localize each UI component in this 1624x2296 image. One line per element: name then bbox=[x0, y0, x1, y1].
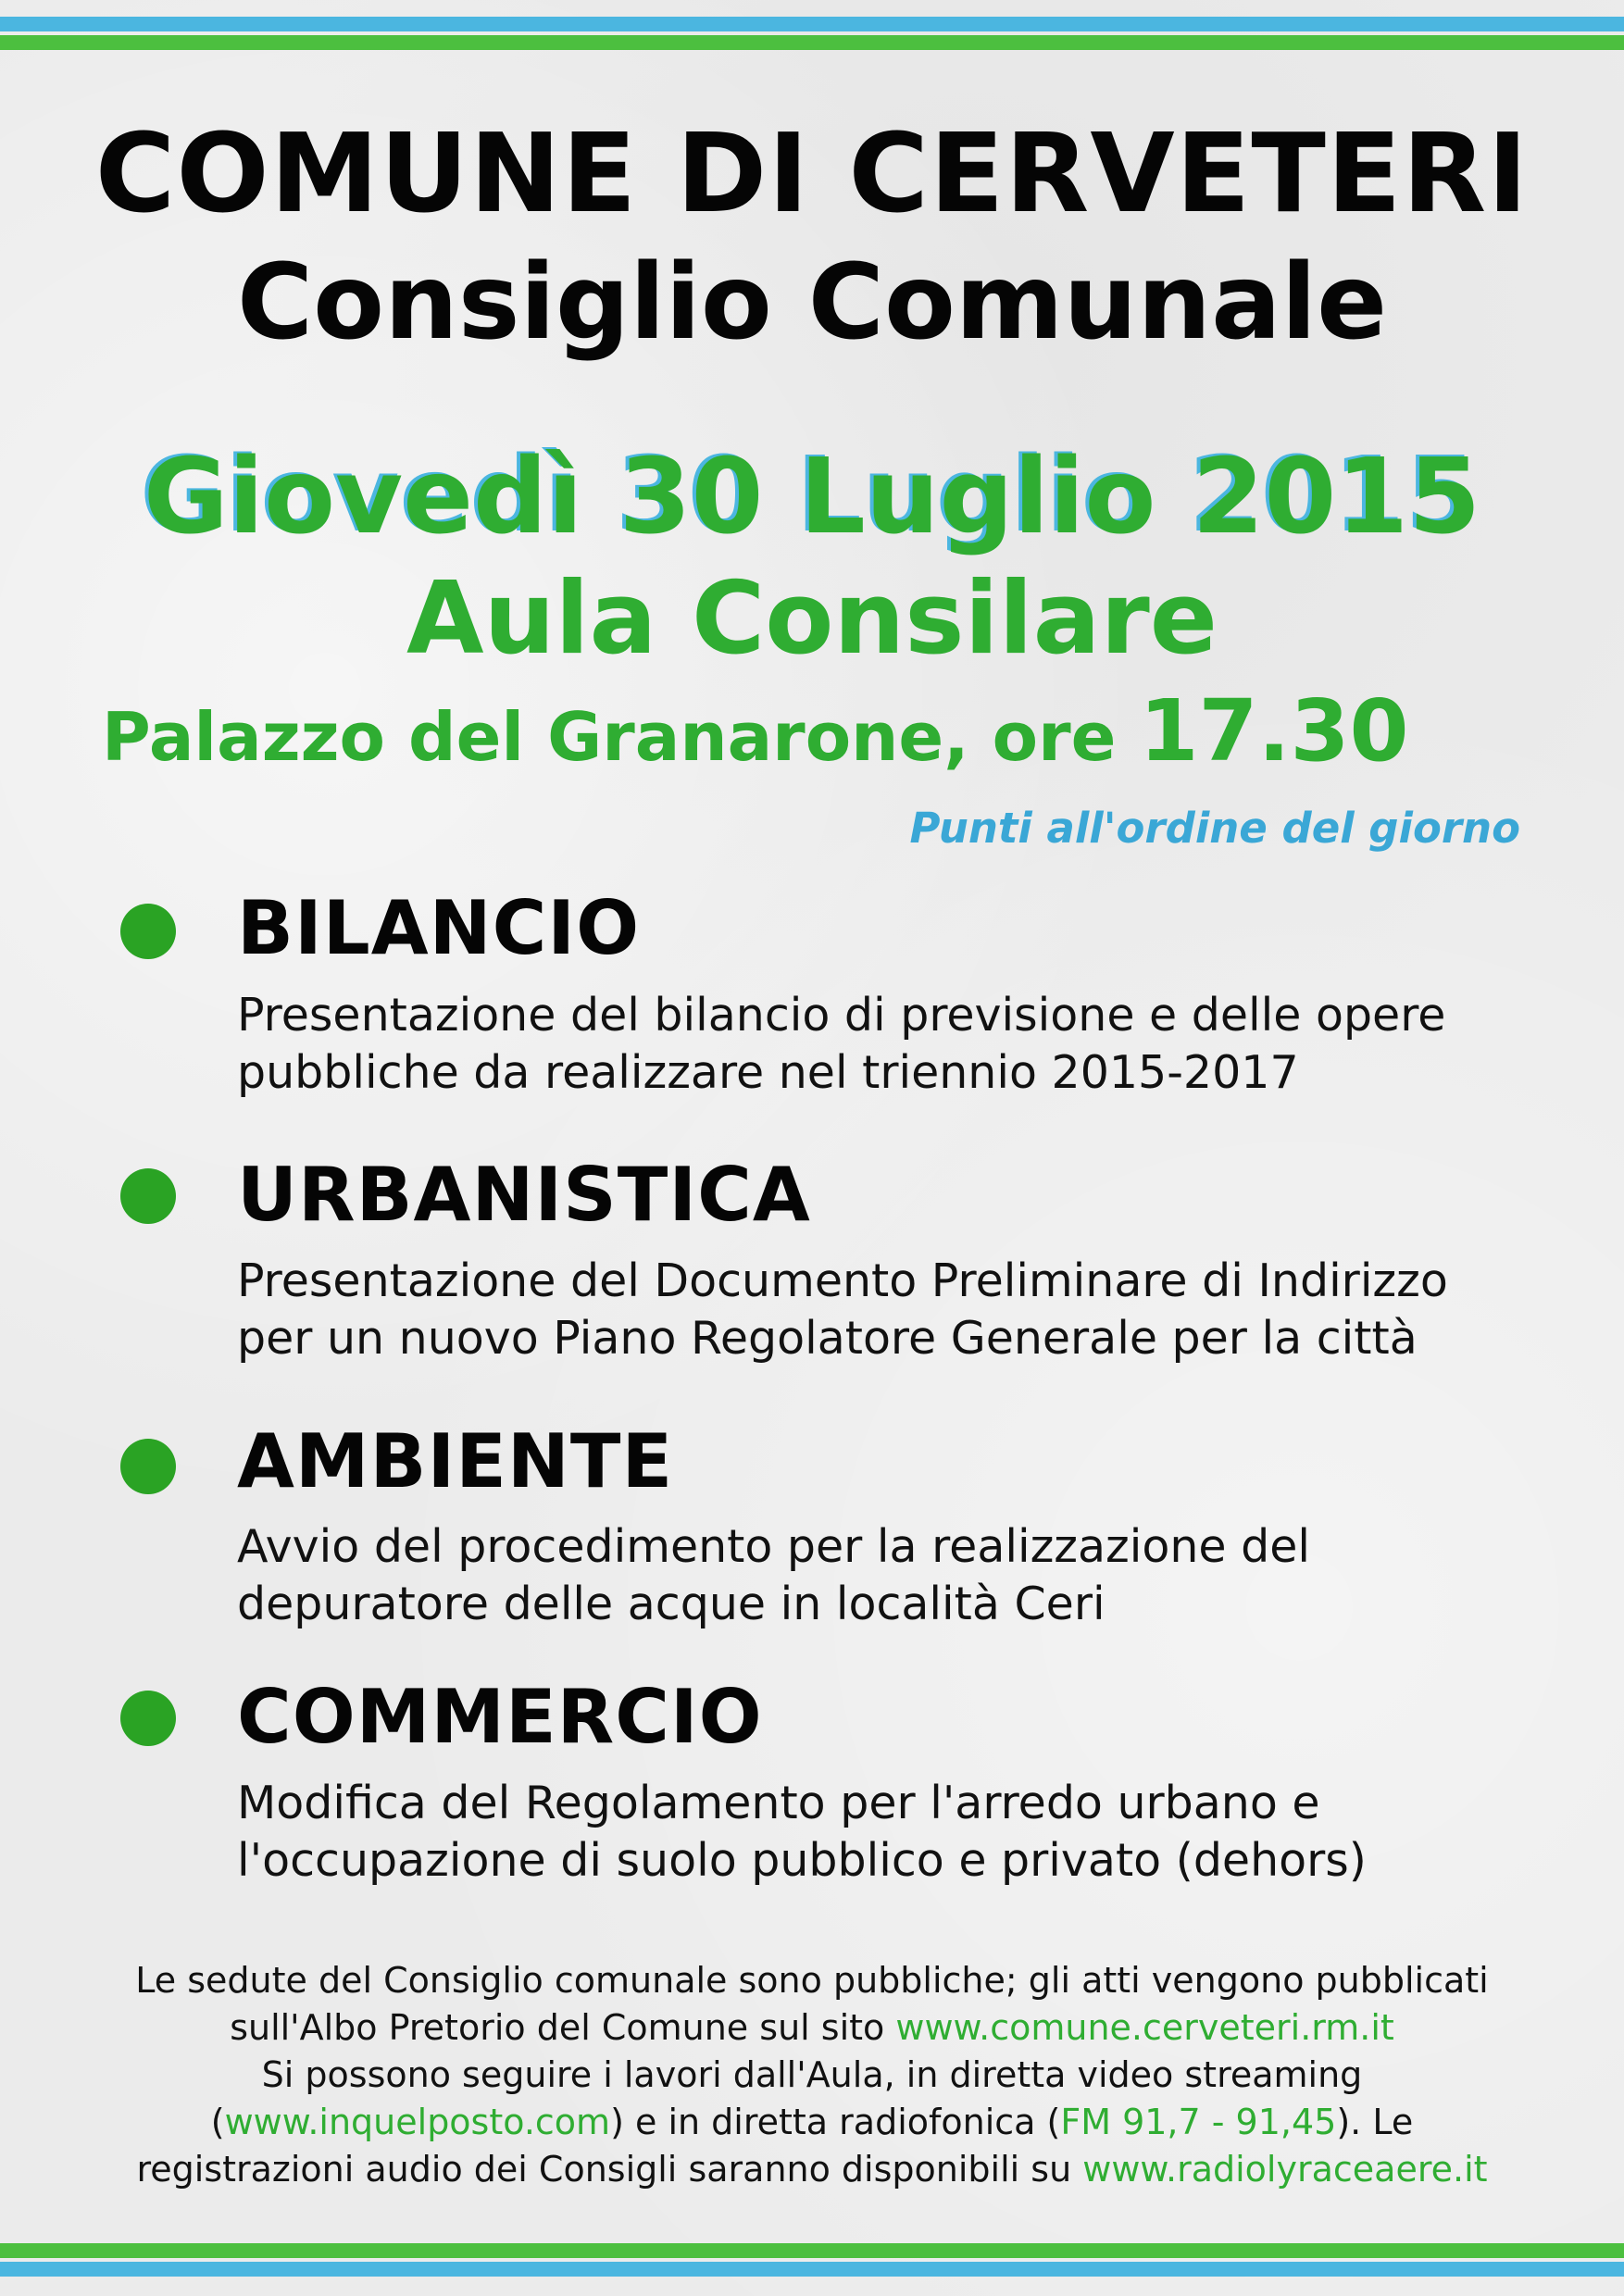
agenda-item-desc-line: Avvio del procedimento per la realizzazione del bbox=[237, 1520, 1310, 1573]
footer-line bbox=[0, 2146, 1624, 2193]
radio-frequency: FM 91,7 - 91,45 bbox=[1060, 2102, 1337, 2142]
footer-line bbox=[0, 2004, 1624, 2052]
footer-text: registrazioni audio dei Consigli saranno disponibili su bbox=[136, 2149, 1083, 2190]
bottom-green-stripe bbox=[0, 2243, 1624, 2258]
bullet-icon bbox=[120, 1168, 176, 1224]
footer-line: Le sedute del Consiglio comunale sono pubbliche; gli atti vengono pubblicati bbox=[135, 1960, 1489, 2001]
agenda-item-desc bbox=[237, 1775, 1580, 1890]
agenda-item-desc-line: Presentazione del Documento Preliminare di Indirizzo bbox=[237, 1254, 1448, 1307]
event-time: 17.30 bbox=[1139, 681, 1409, 780]
comune-website-link[interactable]: www.comune.cerveteri.rm.it bbox=[895, 2007, 1394, 2048]
event-date: Giovedì 30 Luglio 2015 bbox=[143, 437, 1481, 557]
agenda-item-desc bbox=[237, 987, 1580, 1102]
agenda-item-desc-line: l'occupazione di suolo pubblico e privato (dehors) bbox=[237, 1834, 1367, 1887]
footer-text: ) e in diretta radiofonica ( bbox=[610, 2102, 1061, 2142]
bullet-icon bbox=[120, 1691, 176, 1746]
footer-line: Si possono seguire i lavori dall'Aula, in diretta video streaming bbox=[261, 2054, 1363, 2095]
agenda-item-desc-line: Modifica del Regolamento per l'arredo urbano e bbox=[237, 1777, 1320, 1829]
footer-notes bbox=[0, 1957, 1624, 2193]
agenda-item-desc bbox=[237, 1253, 1580, 1367]
agenda-item-desc-line: depuratore delle acque in località Ceri bbox=[237, 1578, 1106, 1630]
agenda-item-title: URBANISTICA bbox=[237, 1152, 811, 1238]
poster-title: COMUNE DI CERVETERI bbox=[94, 109, 1530, 237]
top-green-stripe bbox=[0, 35, 1624, 50]
agenda-item-desc-line: pubbliche da realizzare nel triennio 2015-2017 bbox=[237, 1046, 1299, 1099]
event-place bbox=[102, 681, 1409, 780]
agenda-item-title: COMMERCIO bbox=[237, 1674, 763, 1760]
bottom-blue-stripe bbox=[0, 2262, 1624, 2277]
event-place-text: Palazzo del Granarone, ore bbox=[102, 698, 1117, 776]
event-room: Aula Consilare bbox=[406, 561, 1218, 677]
agenda-item-desc bbox=[237, 1518, 1580, 1633]
bullet-icon bbox=[120, 904, 176, 959]
agenda-item-desc-line: Presentazione del bilancio di previsione e delle opere bbox=[237, 989, 1446, 1042]
footer-text: ). Le bbox=[1336, 2102, 1414, 2142]
radio-website-link[interactable]: www.radiolyraceaere.it bbox=[1082, 2149, 1488, 2190]
agenda-item-desc-line: per un nuovo Piano Regolatore Generale per la città bbox=[237, 1312, 1418, 1365]
agenda-item-title: BILANCIO bbox=[237, 885, 641, 971]
poster-subtitle: Consiglio Comunale bbox=[236, 243, 1388, 363]
footer-line bbox=[0, 2099, 1624, 2146]
streaming-website-link[interactable]: www.inquelposto.com bbox=[224, 2102, 611, 2142]
footer-text: sull'Albo Pretorio del Comune sul sito bbox=[230, 2007, 896, 2048]
agenda-item-title: AMBIENTE bbox=[237, 1418, 674, 1504]
agenda-label: Punti all'ordine del giorno bbox=[909, 804, 1520, 853]
footer-text: ( bbox=[210, 2102, 225, 2142]
top-blue-stripe bbox=[0, 17, 1624, 31]
bullet-icon bbox=[120, 1439, 176, 1494]
